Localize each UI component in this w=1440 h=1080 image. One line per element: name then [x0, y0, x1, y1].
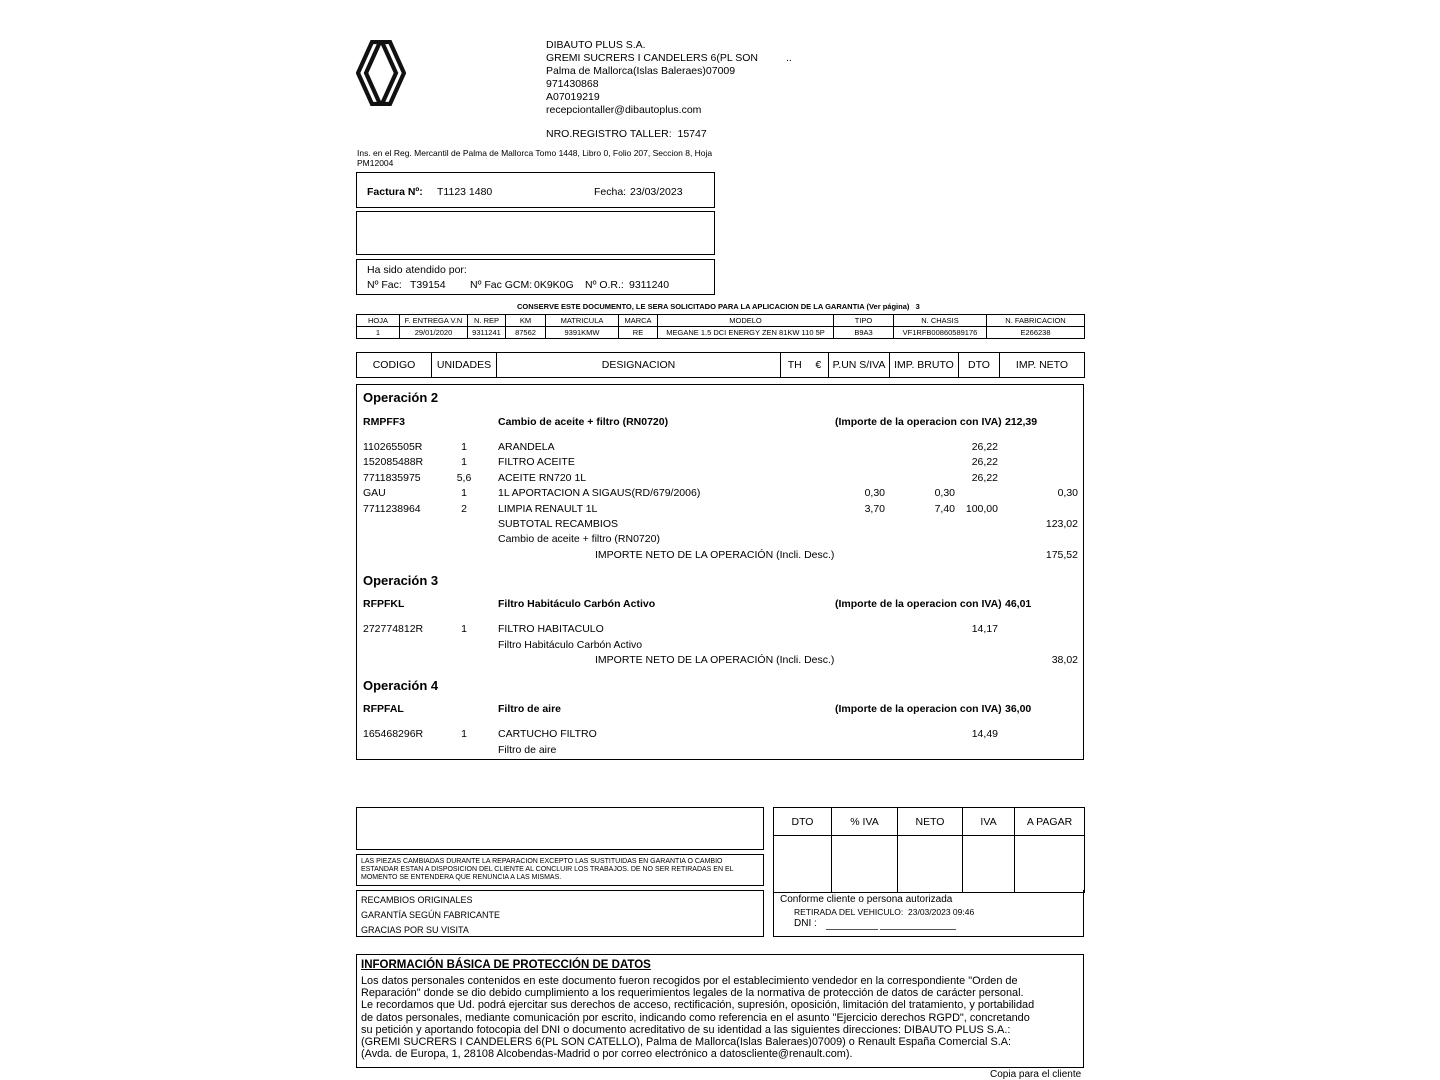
totals-header-row	[774, 808, 1085, 836]
operation-importe-label: (Importe de la operacion con IVA)	[835, 416, 1002, 428]
totals-cell	[963, 836, 1015, 893]
vehicle-table	[356, 314, 1085, 339]
recambios-text: RECAMBIOS ORIGINALES	[361, 895, 473, 905]
col-pun: P.UN S/IVA	[829, 353, 890, 378]
operation-importe-value: 36,00	[1005, 703, 1032, 715]
vehicle-value-row	[357, 327, 1085, 339]
empty-box	[356, 211, 715, 255]
col-unidades: UNIDADES	[432, 353, 497, 378]
gcm-value: 0K9K0G	[534, 279, 574, 291]
factura-value: T1123 1480	[437, 186, 493, 198]
line-desig: LIMPIA RENAULT 1L	[498, 503, 598, 515]
nfac-value: T39154	[410, 279, 446, 291]
operation-desc: Filtro Habitáculo Carbón Activo	[498, 598, 656, 610]
vehicle-cell: 29/01/2020	[400, 327, 468, 339]
totals-header: A PAGAR	[1015, 808, 1085, 836]
operation-title: Operación 4	[363, 678, 439, 693]
col-euro: €	[809, 353, 829, 378]
recambios-box	[356, 890, 764, 937]
gracias-text: GRACIAS POR SU VISITA	[361, 925, 469, 935]
vehicle-header: KM	[506, 315, 546, 327]
operation-code: RMPFF3	[363, 416, 405, 428]
labour-desc: Filtro Habitáculo Carbón Activo	[498, 639, 643, 651]
vehicle-header: N. FABRICACION	[987, 315, 1085, 327]
line-units: 1	[461, 441, 467, 453]
renault-logo-icon	[356, 40, 406, 106]
line-dto: 14,17	[971, 623, 998, 635]
subtotal-value: 123,02	[1045, 518, 1078, 530]
attended-box	[356, 259, 715, 295]
piezas-note: LAS PIEZAS CAMBIADAS DURANTE LA REPARACION EXCEPTO LAS SUSTITUIDAS EN GARANTIA O CAMBIO ESTANDAR ESTAN A DISPOSICION DEL CLIENTE AL CONCLUIR LOS TRABAJOS. DE NO SER RETIRADAS EN EL MOMENTO SE ENTENDERA QUE RENUNCIA A LAS MISMAS.	[361, 858, 734, 881]
nfac-label: Nº Fac:	[367, 279, 402, 291]
labour-desc: Cambio de aceite + filtro (RN0720)	[498, 533, 660, 545]
col-bruto: IMP. BRUTO	[890, 353, 959, 378]
subtotal-label: SUBTOTAL RECAMBIOS	[498, 518, 618, 530]
line-dto: 14,49	[971, 728, 998, 740]
line-dto: 26,22	[971, 441, 998, 453]
line-bruto: 0,30	[934, 487, 955, 499]
vehicle-cell: VF1RFB00860589176	[894, 327, 987, 339]
totals-cell	[774, 836, 832, 893]
labour-desc: Filtro de aire	[498, 744, 557, 756]
operation-importe-value: 46,01	[1005, 598, 1032, 610]
totals-header: NETO	[898, 808, 963, 836]
line-units: 5,6	[456, 472, 472, 484]
copy-note: Copia para el cliente	[990, 1069, 1082, 1080]
operation-importe-value: 212,39	[1005, 416, 1038, 428]
line-code: 7711835975	[363, 472, 421, 484]
or-value: 9311240	[629, 279, 670, 291]
line-desig: ACEITE RN720 1L	[498, 472, 587, 484]
privacy-box	[356, 954, 1084, 1068]
operation-code: RFPFKL	[363, 598, 405, 610]
privacy-text	[361, 975, 1034, 1060]
line-units: 1	[461, 728, 467, 740]
company-phone: 971430868	[546, 78, 599, 90]
line-pun: 3,70	[864, 503, 885, 515]
col-codigo: CODIGO	[357, 353, 432, 378]
conforme-box	[773, 890, 1084, 937]
privacy-line: (GREMI SUCRERS I CANDELERS 6(PL SON CATELLO), Palma de Mallorca(Islas Baleraes)07009) o Renault España Comercial S.A:	[361, 1036, 1012, 1049]
line-code: 165468296R	[363, 728, 424, 740]
operation-title: Operación 2	[363, 390, 439, 405]
company-city: Palma de Mallorca(Islas Baleraes)07009	[546, 65, 736, 77]
or-label: Nº O.R.:	[585, 279, 624, 291]
line-dto: 26,22	[971, 472, 998, 484]
line-units: 2	[461, 503, 467, 515]
neto-value: 38,02	[1051, 654, 1078, 666]
totals-header: % IVA	[832, 808, 898, 836]
privacy-line: de datos personales, mediante comunicación por escrito, indicando como referencia en el asunto "Ejercicio derechos RGPD", concretando	[361, 1011, 1030, 1024]
garantia-text: GARANTÍA SEGÚN FABRICANTE	[361, 910, 501, 920]
line-pun: 0,30	[864, 487, 885, 499]
vehicle-header: TIPO	[834, 315, 894, 327]
vehicle-header: MODELO	[658, 315, 834, 327]
line-code: 7711238964	[363, 503, 421, 515]
totals-table	[773, 807, 1085, 893]
operation-code: RFPFAL	[363, 703, 404, 715]
line-neto: 0,30	[1057, 487, 1078, 499]
privacy-line: su petición y aportando fotocopia del DNI o documento acreditativo de su identidad a las siguientes direcciones: DIBAUTO PLUS S.A.:	[361, 1023, 1011, 1036]
lines-header-table	[356, 352, 1085, 378]
privacy-line: Le recordamos que Ud. podrá ejercitar sus derechos de acceso, rectificación, supresión, oposición, limitación del tratamiento, y portabilidad	[361, 999, 1035, 1012]
company-cif: A07019219	[546, 91, 600, 103]
dni-label: DNI :	[794, 918, 817, 929]
factura-label: Factura Nº:	[367, 186, 423, 198]
totals-header: IVA	[963, 808, 1015, 836]
company-info	[546, 39, 792, 117]
neto-label: IMPORTE NETO DE LA OPERACIÓN (Incli. Desc.)	[595, 549, 835, 561]
col-neto: IMP. NETO	[1000, 353, 1085, 378]
vehicle-header: N. CHASIS	[894, 315, 987, 327]
line-dto: 100,00	[965, 503, 998, 515]
retirada: RETIRADA DEL VEHICULO: 23/03/2023 09:46	[794, 907, 975, 917]
company-address: GREMI SUCRERS I CANDELERS 6(PL SON ..	[546, 52, 792, 64]
vehicle-header: HOJA	[357, 315, 400, 327]
registro-taller: NRO.REGISTRO TALLER: 15747	[546, 128, 707, 140]
company-email: recepciontaller@dibautoplus.com	[546, 104, 702, 116]
privacy-line: Reparación" donde se dio debido cumplimiento a los requerimientos legales de la normativa de protección de datos de carácter personal.	[361, 987, 1024, 1000]
vehicle-cell: 9311241	[468, 327, 506, 339]
piezas-box	[356, 854, 764, 886]
line-desig: FILTRO HABITACULO	[498, 623, 604, 635]
company-name: DIBAUTO PLUS S.A.	[546, 39, 646, 51]
vehicle-cell: MEGANE 1.5 DCI ENERGY ZEN 81KW 110 5P	[658, 327, 834, 339]
atendido-label: Ha sido atendido por:	[367, 264, 467, 276]
vehicle-header: MARCA	[619, 315, 658, 327]
col-th: TH	[781, 353, 809, 378]
operation-desc: Filtro de aire	[498, 703, 562, 715]
totals-cell	[832, 836, 898, 893]
vehicle-header: F. ENTREGA V.N	[400, 315, 468, 327]
neto-label: IMPORTE NETO DE LA OPERACIÓN (Incli. Desc.)	[595, 654, 835, 666]
line-bruto: 7,40	[934, 503, 955, 515]
registro-mercantil: Ins. en el Reg. Mercantil de Palma de Mallorca Tomo 1448, Libro 0, Folio 207, Seccion 8, Hoja PM12004	[357, 148, 713, 168]
privacy-line: (Avda. de Europa, 1, 28108 Alcobendas-Madrid o por correo electrónico a datoscliente@renault.com).	[361, 1048, 853, 1061]
neto-value: 175,52	[1045, 549, 1078, 561]
vehicle-cell: 9391KMW	[546, 327, 619, 339]
vehicle-cell: E266238	[987, 327, 1085, 339]
totals-cell	[1015, 836, 1085, 893]
totals-cell	[898, 836, 963, 893]
vehicle-cell: 87562	[506, 327, 546, 339]
totals-value-row	[774, 836, 1085, 893]
conforme-text: Conforme cliente o persona autorizada	[780, 894, 953, 905]
line-units: 1	[461, 487, 467, 499]
footer-blank-box	[356, 807, 764, 850]
operation-importe-label: (Importe de la operacion con IVA)	[835, 703, 1002, 715]
operation-desc: Cambio de aceite + filtro (RN0720)	[498, 416, 669, 428]
operation-title: Operación 3	[363, 573, 439, 588]
vehicle-header: MATRICULA	[546, 315, 619, 327]
line-dto: 26,22	[971, 456, 998, 468]
col-dto: DTO	[959, 353, 1000, 378]
totals-header: DTO	[774, 808, 832, 836]
line-code: 152085488R	[363, 456, 424, 468]
line-desig: CARTUCHO FILTRO	[498, 728, 597, 740]
vehicle-header-row	[357, 315, 1085, 327]
line-desig: FILTRO ACEITE	[498, 456, 575, 468]
privacy-line: Los datos personales contenidos en este documento fueron recogidos por el establecimiento vendedor en la correspondiente "Orden de	[361, 975, 1018, 987]
line-code: 272774812R	[363, 623, 424, 635]
lines-header-row	[357, 353, 1085, 378]
dni-line	[826, 929, 878, 930]
privacy-title: INFORMACIÓN BÁSICA DE PROTECCIÓN DE DATOS	[361, 959, 651, 971]
dni-line	[880, 929, 956, 930]
line-units: 1	[461, 456, 467, 468]
gcm-label: Nº Fac GCM:	[470, 279, 533, 291]
fecha-label: Fecha:	[594, 186, 627, 198]
col-designacion: DESIGNACION	[497, 353, 781, 378]
operation-importe-label: (Importe de la operacion con IVA)	[835, 598, 1002, 610]
line-units: 1	[461, 623, 467, 635]
line-code: GAU	[363, 487, 386, 499]
invoice-number-box	[356, 172, 715, 208]
line-desig: ARANDELA	[498, 441, 555, 453]
vehicle-header: N. REP	[468, 315, 506, 327]
vehicle-cell: 1	[357, 327, 400, 339]
fecha-value: 23/03/2023	[630, 186, 683, 198]
line-code: 110265505R	[363, 441, 423, 453]
vehicle-cell: B9A3	[834, 327, 894, 339]
vehicle-cell: RE	[619, 327, 658, 339]
conserve-note: CONSERVE ESTE DOCUMENTO, LE SERA SOLICITADO PARA LA APLICACION DE LA GARANTIA (Ver página) 3	[517, 302, 920, 311]
line-desig: 1L APORTACION A SIGAUS(RD/679/2006)	[498, 487, 701, 499]
